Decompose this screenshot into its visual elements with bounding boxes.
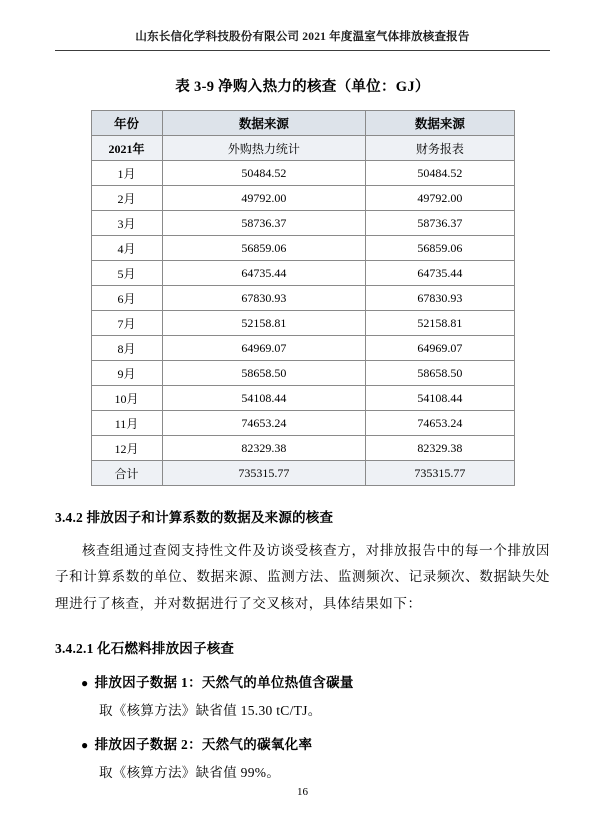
table-cell-month: 10月 xyxy=(91,386,162,411)
table-row xyxy=(91,336,514,361)
table-cell-finance: 52158.81 xyxy=(366,311,514,336)
table-cell-statistics: 64735.44 xyxy=(162,261,366,286)
table-header-cell: 数据来源 xyxy=(162,111,366,136)
table-cell-statistics: 58658.50 xyxy=(162,361,366,386)
table-cell-month: 5月 xyxy=(91,261,162,286)
table-cell-finance: 64969.07 xyxy=(366,336,514,361)
table-cell-finance: 50484.52 xyxy=(366,161,514,186)
table-cell-finance: 54108.44 xyxy=(366,386,514,411)
table-cell-finance: 82329.38 xyxy=(366,436,514,461)
table-cell-month: 7月 xyxy=(91,311,162,336)
table-cell-finance: 56859.06 xyxy=(366,236,514,261)
bullet-item-title xyxy=(81,671,550,691)
table-cell-month: 6月 xyxy=(91,286,162,311)
table-header-cell: 数据来源 xyxy=(366,111,514,136)
table-cell-statistics: 74653.24 xyxy=(162,411,366,436)
table-header-row xyxy=(91,111,514,136)
table-cell-month: 4月 xyxy=(91,236,162,261)
table-total-row xyxy=(91,461,514,486)
table-cell-month: 1月 xyxy=(91,161,162,186)
table-header-cell: 年份 xyxy=(91,111,162,136)
table-subheader-cell: 财务报表 xyxy=(366,136,514,161)
table-subheader-cell: 2021年 xyxy=(91,136,162,161)
bullet-item-title xyxy=(81,733,550,753)
section-heading-3421: 3.4.2.1 化石燃料排放因子核查 xyxy=(55,640,235,656)
bullet-item-body: 取《核算方法》缺省值 99%。 xyxy=(99,764,281,780)
table-cell-total-statistics: 735315.77 xyxy=(162,461,366,486)
table-row xyxy=(91,361,514,386)
table-row xyxy=(91,436,514,461)
section-heading-342: 3.4.2 排放因子和计算系数的数据及来源的核查 xyxy=(55,510,334,525)
table-cell-statistics: 54108.44 xyxy=(162,386,366,411)
heat-purchase-table xyxy=(91,110,515,486)
page-number: 16 xyxy=(297,786,308,798)
table-cell-finance: 58658.50 xyxy=(366,361,514,386)
table-cell-total-label: 合计 xyxy=(91,461,162,486)
table-cell-statistics: 56859.06 xyxy=(162,236,366,261)
table-row xyxy=(91,211,514,236)
page-header: 山东长信化学科技股份有限公司 2021 年度温室气体排放核查报告 xyxy=(135,31,470,43)
table-cell-month: 9月 xyxy=(91,361,162,386)
table-row xyxy=(91,161,514,186)
table-cell-finance: 49792.00 xyxy=(366,186,514,211)
table-cell-statistics: 49792.00 xyxy=(162,186,366,211)
table-cell-statistics: 50484.52 xyxy=(162,161,366,186)
table-cell-finance: 74653.24 xyxy=(366,411,514,436)
table-row xyxy=(91,411,514,436)
table-cell-finance: 67830.93 xyxy=(366,286,514,311)
table-cell-month: 12月 xyxy=(91,436,162,461)
table-row xyxy=(91,286,514,311)
table-cell-finance: 58736.37 xyxy=(366,211,514,236)
table-subheader-cell: 外购热力统计 xyxy=(162,136,366,161)
header-divider xyxy=(55,50,550,51)
table-cell-month: 11月 xyxy=(91,411,162,436)
table-row xyxy=(91,261,514,286)
table-cell-month: 3月 xyxy=(91,211,162,236)
table-cell-total-finance: 735315.77 xyxy=(366,461,514,486)
table-cell-statistics: 67830.93 xyxy=(162,286,366,311)
table-cell-month: 2月 xyxy=(91,186,162,211)
table-cell-statistics: 52158.81 xyxy=(162,311,366,336)
table-cell-statistics: 64969.07 xyxy=(162,336,366,361)
table-row xyxy=(91,386,514,411)
table-caption: 表 3-9 净购入热力的核查（单位：GJ） xyxy=(175,79,430,95)
section-paragraph-342: 核查组通过查阅支持性文件及访谈受核查方，对排放报告中的每一个排放因子和计算系数的单位、数据来源、监测方法、监测频次、记录频次、数据缺失处理进行了核查，并对数据进行了交叉核对，具体结果如下： xyxy=(55,543,550,611)
bullet-dot-icon: ● xyxy=(81,675,89,690)
table-row xyxy=(91,236,514,261)
table-cell-finance: 64735.44 xyxy=(366,261,514,286)
table-cell-month: 8月 xyxy=(91,336,162,361)
bullet-dot-icon: ● xyxy=(81,737,89,752)
table-row xyxy=(91,311,514,336)
table-cell-statistics: 82329.38 xyxy=(162,436,366,461)
table-cell-statistics: 58736.37 xyxy=(162,211,366,236)
bullet-item-body: 取《核算方法》缺省值 15.30 tC/TJ。 xyxy=(99,702,322,718)
table-row xyxy=(91,186,514,211)
table-subheader-row xyxy=(91,136,514,161)
bullet-title-text: 排放因子数据 2：天然气的碳氧化率 xyxy=(94,736,313,752)
bullet-title-text: 排放因子数据 1：天然气的单位热值含碳量 xyxy=(94,674,354,690)
